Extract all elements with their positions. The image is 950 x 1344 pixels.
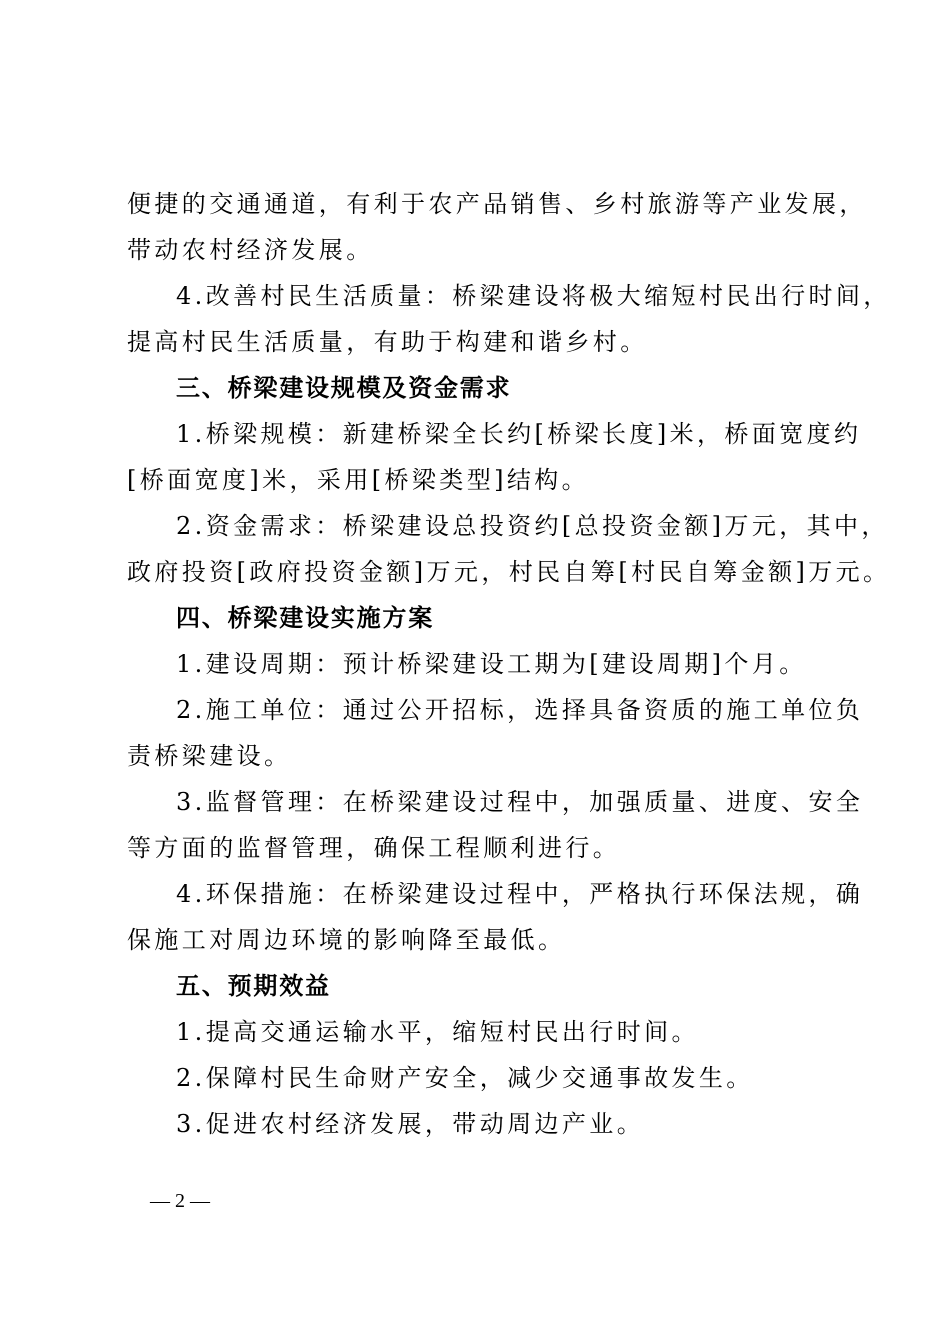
list-item-line: 政府投资[政府投资金额]万元，村民自筹[村民自筹金额]万元。 — [127, 558, 891, 586]
list-item-line: 等方面的监督管理，确保工程顺利进行。 — [127, 834, 621, 862]
section-heading-4: 四、桥梁建设实施方案 — [176, 604, 434, 632]
list-item-line: 4.环保措施：在桥梁建设过程中，严格执行环保法规，确 — [176, 880, 864, 908]
list-item-line: 提高村民生活质量，有助于构建和谐乡村。 — [127, 328, 648, 356]
list-item-line: 1.桥梁规模：新建桥梁全长约[桥梁长度]米，桥面宽度约 — [176, 420, 862, 448]
list-item-line: 4.改善村民生活质量：桥梁建设将极大缩短村民出行时间， — [176, 282, 891, 310]
list-item-line: 3.监督管理：在桥梁建设过程中，加强质量、进度、安全 — [176, 788, 864, 816]
list-item-line: 3.促进农村经济发展，带动周边产业。 — [176, 1110, 645, 1138]
list-item-line: 2.保障村民生命财产安全，减少交通事故发生。 — [176, 1064, 754, 1092]
paragraph-line: 便捷的交通通道，有利于农产品销售、乡村旅游等产业发展， — [127, 190, 867, 218]
list-item-line: [桥面宽度]米，采用[桥梁类型]结构。 — [127, 466, 590, 494]
list-item-line: 保施工对周边环境的影响降至最低。 — [127, 926, 566, 954]
page-number: — 2 — — [150, 1190, 210, 1212]
list-item-line: 2.资金需求：桥梁建设总投资约[总投资金额]万元，其中， — [176, 512, 889, 540]
list-item-line: 责桥梁建设。 — [127, 742, 292, 770]
list-item-line: 2.施工单位：通过公开招标，选择具备资质的施工单位负 — [176, 696, 864, 724]
list-item-line: 1.提高交通运输水平，缩短村民出行时间。 — [176, 1018, 699, 1046]
paragraph-line: 带动农村经济发展。 — [127, 236, 374, 264]
section-heading-5: 五、预期效益 — [176, 972, 331, 1000]
list-item-line: 1.建设周期：预计桥梁建设工期为[建设周期]个月。 — [176, 650, 807, 678]
section-heading-3: 三、桥梁建设规模及资金需求 — [176, 374, 512, 402]
